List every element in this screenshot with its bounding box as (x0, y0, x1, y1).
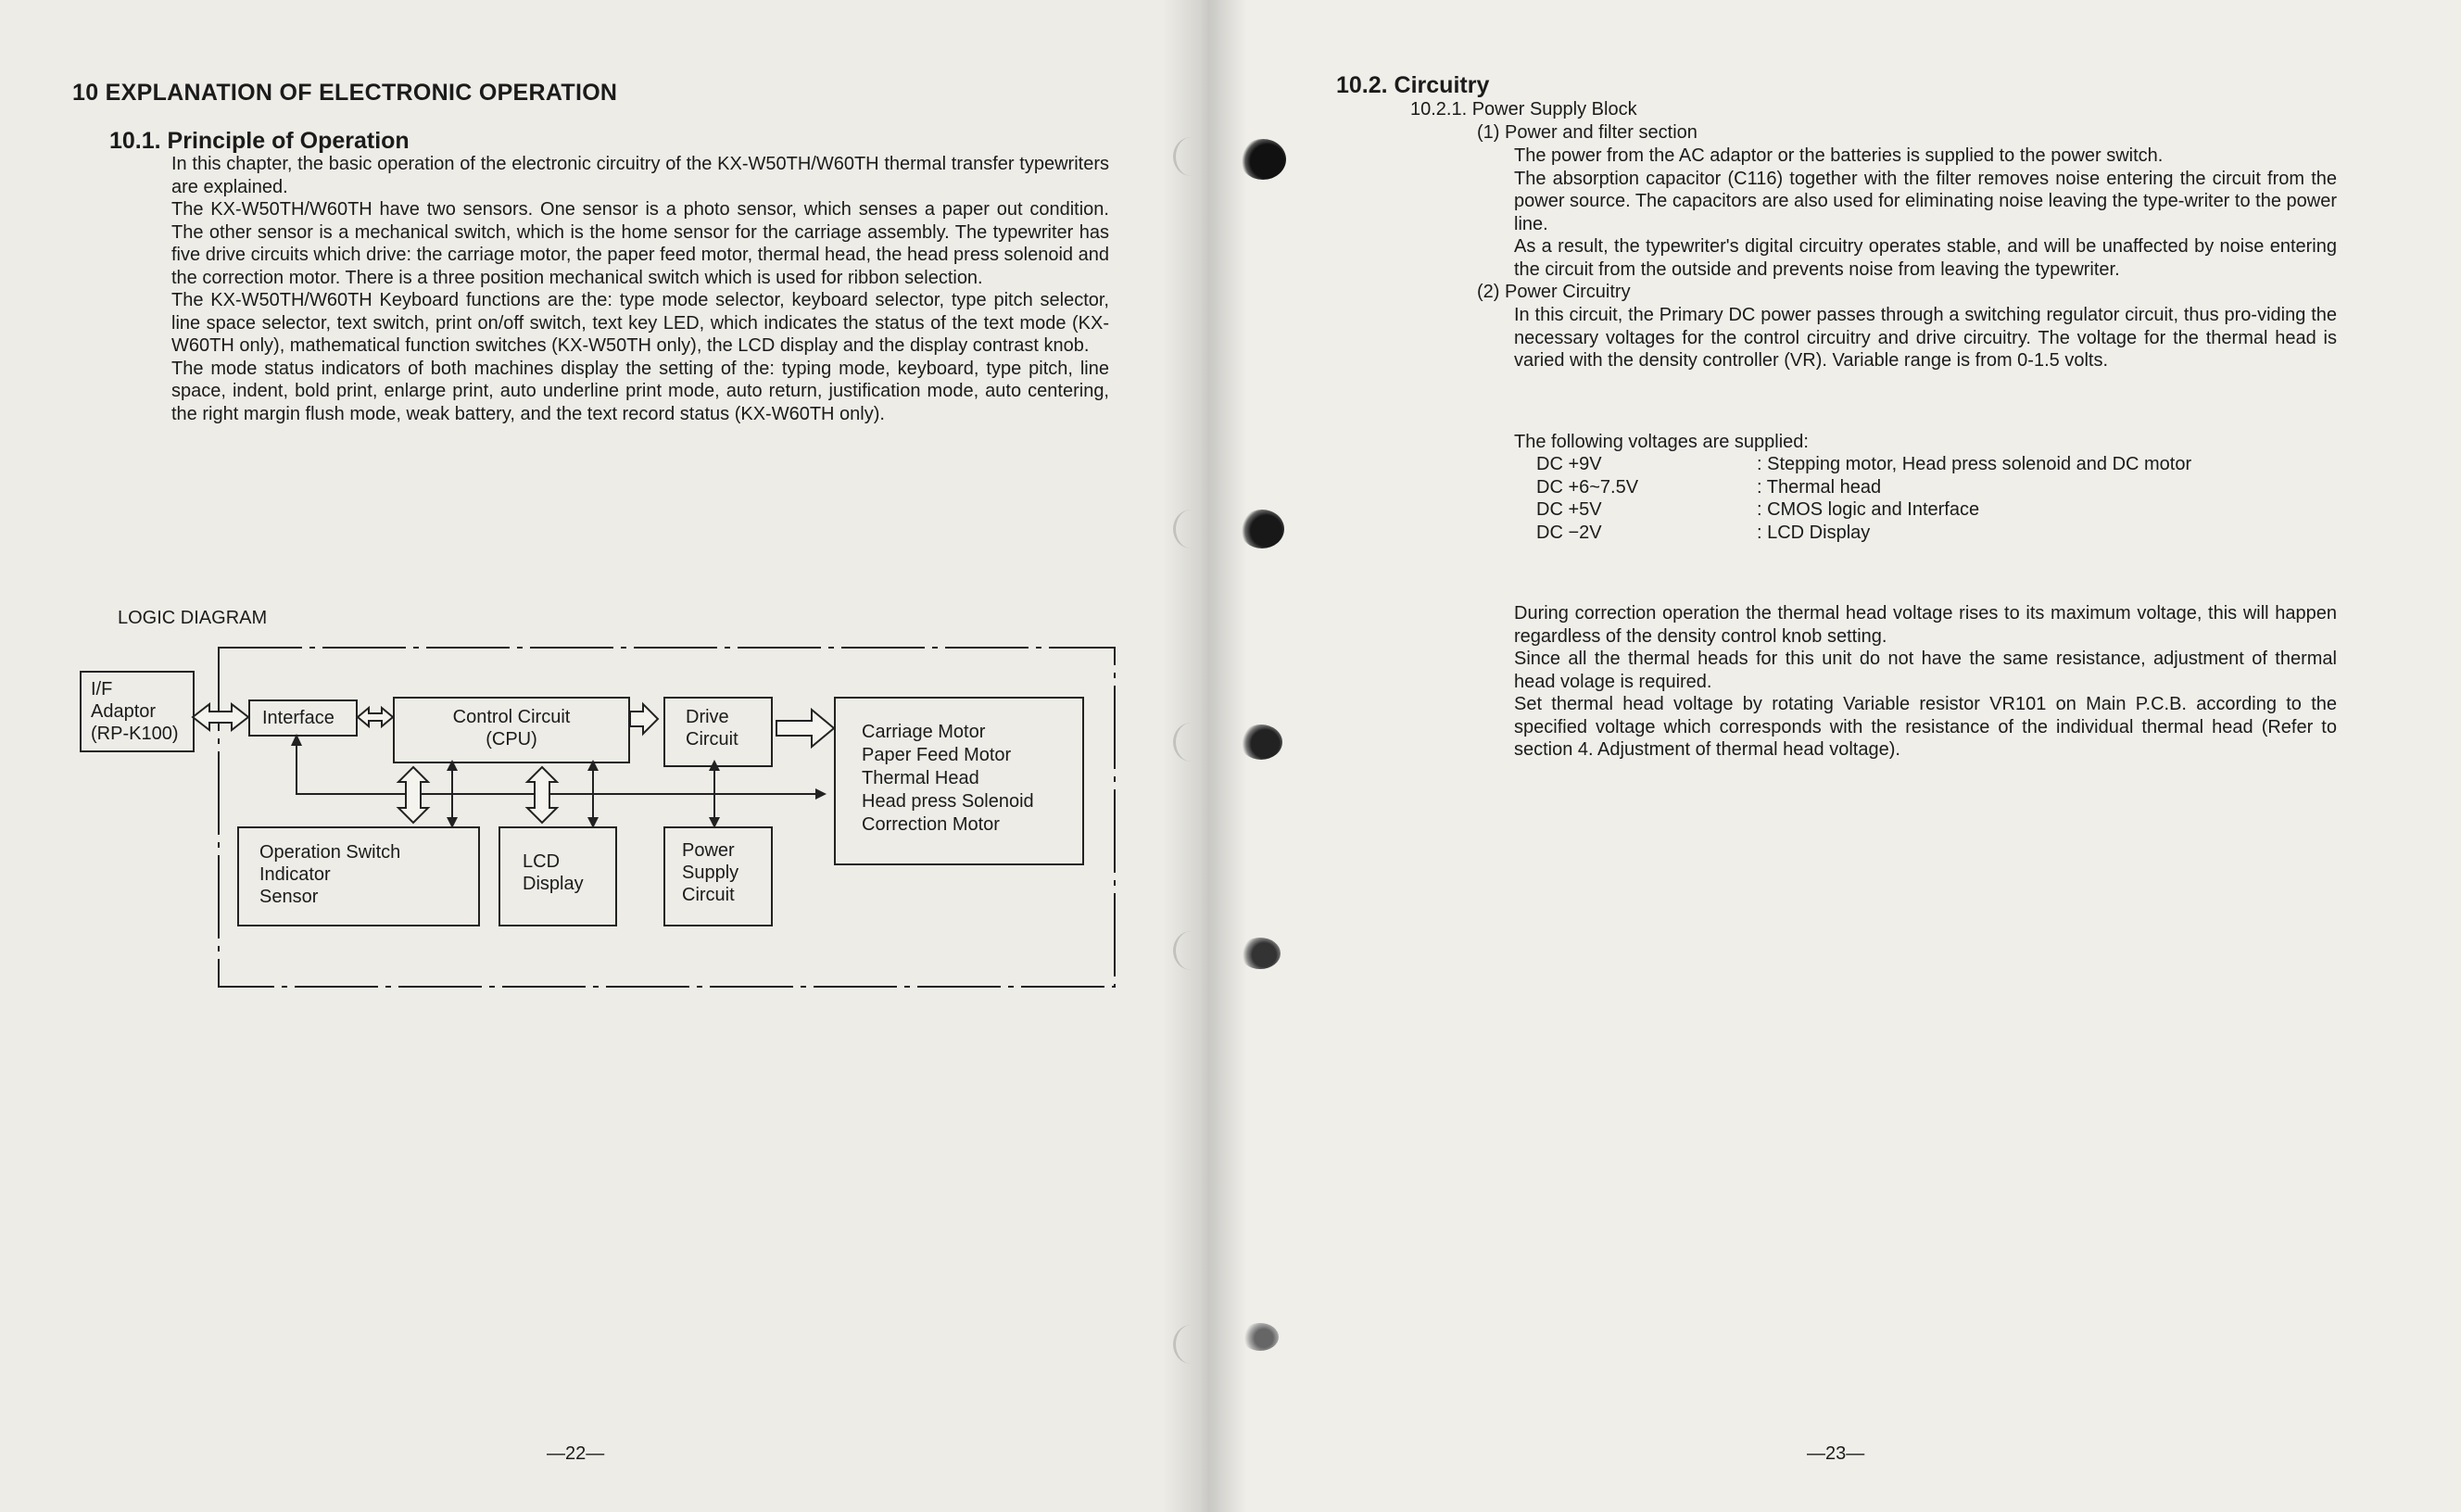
paragraph: The KX-W50TH/W60TH Keyboard functions are the: type mode selector, keyboard selector, type pitch selector, line space selector, text switch, print on/off switch, text key LED, which indicates the status of the text mode (KX-W60TH only), mathematical function switches (KX-W50TH only), the LCD display and the display contrast knob. (171, 290, 1109, 356)
voltage-use: : LCD Display (1757, 522, 1871, 543)
box-label: Adaptor (91, 701, 157, 722)
box-label: Drive (686, 707, 729, 727)
item2-title: (2) Power Circuitry (1477, 282, 1631, 302)
voltages-list (1536, 453, 2191, 544)
box-label: Head press Solenoid (862, 791, 1034, 812)
interface-box (248, 699, 358, 737)
page-number: —23— (1807, 1443, 1865, 1464)
right-page (1205, 0, 2461, 1512)
voltage-row (1536, 498, 2191, 522)
paragraph: Since all the thermal heads for this unit do not have the same resistance, adjustment of thermal head volage is required. (1514, 649, 2337, 692)
principle-text (171, 153, 1109, 425)
binder-hole (1240, 510, 1284, 548)
voltage-use: : Thermal head (1757, 476, 1882, 498)
item1-text (1514, 145, 2337, 281)
voltage-use: : Stepping motor, Head press solenoid and DC motor (1757, 454, 2192, 474)
binder-hole (1240, 139, 1286, 180)
box-label: Circuit (686, 729, 738, 750)
left-page (0, 0, 1205, 1512)
subsection-title: 10.1. Principle of Operation (109, 128, 410, 154)
box-label: Circuit (682, 885, 735, 905)
logic-diagram (0, 630, 1205, 1001)
voltage-row (1536, 476, 2191, 499)
if-adaptor-box (80, 671, 195, 752)
box-label: Indicator (259, 864, 331, 885)
diagram-label: LOGIC DIAGRAM (118, 608, 268, 628)
voltage-row (1536, 453, 2191, 476)
box-label: Thermal Head (862, 768, 979, 788)
binder-hole (1242, 1323, 1279, 1351)
paragraph: The absorption capacitor (C116) together with the filter removes noise entering the circuit from the power source. The capacitors are also used for eliminating noise leaving the type-writer to the power line. (1514, 168, 2337, 234)
voltage-value: DC −2V (1536, 522, 1602, 543)
box-label: Supply (682, 863, 739, 883)
paragraph: The mode status indicators of both machines display the setting of the: typing mode, keyboard, type pitch, line space, indent, bold print, enlarge print, auto underline print mode, auto return, justification mode, auto centering, the right margin flush mode, weak battery, and the text record status (KX-W60TH only). (171, 358, 1109, 424)
box-label: Correction Motor (862, 814, 1000, 835)
outputs-box (834, 697, 1084, 865)
operation-switch-box (237, 826, 480, 926)
item1-title: (1) Power and filter section (1477, 122, 1697, 143)
page-number: —22— (547, 1443, 605, 1464)
control-circuit-box (393, 697, 630, 763)
box-label: LCD (523, 851, 561, 872)
paragraph: The power from the AC adaptor or the batteries is supplied to the power switch. (1514, 145, 2164, 166)
section-title: 10 EXPLANATION OF ELECTRONIC OPERATION (72, 80, 618, 106)
lcd-display-box (499, 826, 617, 926)
power-supply-box (663, 826, 773, 926)
paragraph: In this chapter, the basic operation of the electronic circuitry of the KX-W50TH/W60TH thermal transfer typewriters are explained. (171, 154, 1109, 197)
voltage-use: : CMOS logic and Interface (1757, 499, 1980, 520)
paragraph: Set thermal head voltage by rotating Variable resistor VR101 on Main P.C.B. according to the specified voltage which corresponds with the resistance of the individual thermal head (Refer to section 4. Adjustment of thermal head voltage). (1514, 694, 2337, 760)
box-label: Display (523, 874, 584, 894)
box-label: I/F (91, 679, 113, 699)
section-title: 10.2. Circuitry (1336, 72, 1490, 98)
item2-text: In this circuit, the Primary DC power passes through a switching regulator circuit, thus pro-viding the necessary voltages for the control circuitry and drive circuitry. The voltage for the thermal head is varied with the density controller (VR). Variable range is from 0-1.5 volts. (1514, 305, 2337, 371)
paragraph: The KX-W50TH/W60TH have two sensors. One sensor is a photo sensor, which senses a paper out condition. The other sensor is a mechanical switch, which is the home sensor for the carriage assembly. The typewriter has five drive circuits which drive: the carriage motor, the paper feed motor, thermal head, the head press solenoid and the correction motor. There is a three position mechanical switch which is used for ribbon selection. (171, 199, 1109, 288)
box-label: Power (682, 840, 735, 861)
box-label: (RP-K100) (91, 724, 179, 744)
paragraph: As a result, the typewriter's digital circuitry operates stable, and will be unaffected by noise entering the circuit from the outside and prevents noise from leaving the typewriter. (1514, 236, 2337, 280)
paragraph: During correction operation the thermal head voltage rises to its maximum voltage, this will happen regardless of the density control knob setting. (1514, 603, 2337, 647)
correction-text (1514, 602, 2337, 762)
drive-circuit-box (663, 697, 773, 767)
box-label: Control Circuit (452, 707, 571, 727)
box-label: (CPU) (486, 729, 537, 750)
box-label: Paper Feed Motor (862, 745, 1012, 765)
book-gutter (1163, 0, 1246, 1512)
voltage-value: DC +5V (1536, 499, 1602, 520)
box-label: Sensor (259, 887, 319, 907)
box-label: Carriage Motor (862, 722, 986, 742)
voltages-intro: The following voltages are supplied: (1514, 432, 1809, 452)
box-label: Interface (262, 708, 334, 728)
box-label: Operation Switch (259, 842, 401, 863)
voltage-value: DC +9V (1536, 454, 1602, 474)
voltage-value: DC +6~7.5V (1536, 476, 1639, 498)
voltage-row (1536, 522, 2191, 545)
sub-title: 10.2.1. Power Supply Block (1410, 99, 1637, 120)
